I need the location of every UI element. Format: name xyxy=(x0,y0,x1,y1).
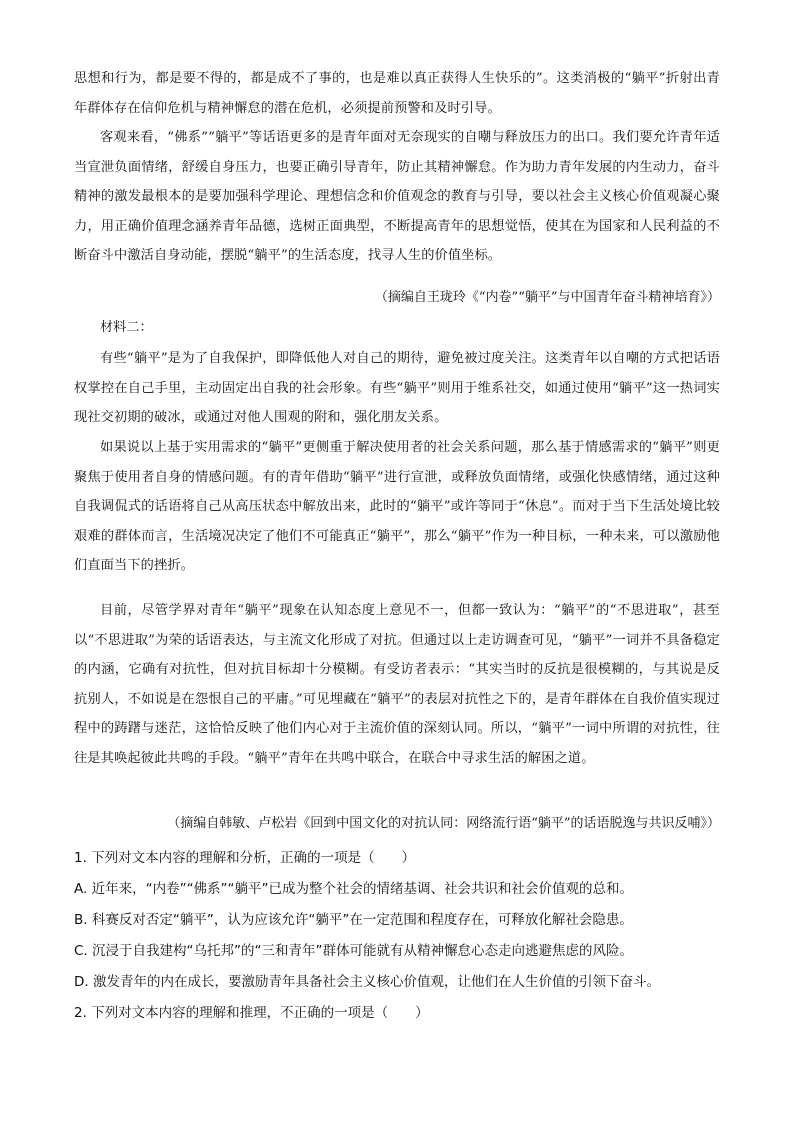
question-2: 2. 下列对文本内容的理解和推理，不正确的一项是（ ） xyxy=(74,1005,429,1021)
paragraph-academic-view: 目前，尽管学界对青年“躺平”现象在认知态度上意见不一，但都一致认为：“躺平”的“不思进取”，甚至以“不思进取”为荣的话语表达，与主流文化形成了对抗。但通过以上走访调查可见，“躺平”一词并不具备稳定的内涵，它确有对抗性，但对抗目标却十分模糊。有受访者表示：“其实当时的反抗是很模糊的，与其说是反抗别人，不如说是在怨恨自己的平庸。”可见埋藏在“躺平”的表层对抗性之下的，是青年群体在自我价值实现过程中的踌躇与迷茫，这恰恰反映了他们内心对于主流价值的深刻认同。所以，“躺平”一词中所谓的对抗性，往往是其唤起彼此共鸣的手段。“躺平”青年在共鸣中联合，在联合中寻求生活的解困之道。 xyxy=(74,603,720,766)
source-citation-1: （摘编自王珑玲《“内卷”“躺平”与中国青年奋斗精神培育》） xyxy=(374,290,720,305)
paragraph-self-protection: 有些“躺平”是为了自我保护，即降低他人对自己的期待，避免被过度关注。这类青年以自嘲的方式把话语权掌控在自己手里，主动固定出自我的社会形象。有些“躺平”则用于维系社交，如通过使用“躺平”这一热词实现社交初期的破冰，或通过对他人围观的附和，强化朋友关系。 xyxy=(74,351,720,425)
paragraph-emotional-needs: 如果说以上基于实用需求的“躺平”更侧重于解决使用者的社会关系问题，那么基于情感需求的“躺平”则更聚焦于使用者自身的情感问题。有的青年借助“躺平”进行宣泄，或释放负面情绪，或强化快感情绪，通过这种自我调侃式的话语将自己从高压状态中解放出来，此时的“躺平”或许等同于“休息”。而对于当下生活处境比较艰难的群体而言，生活境况决定了他们不可能真正“躺平”，那么“躺平”作为一种目标，一种未来，可以激励他们直面当下的挫折。 xyxy=(74,440,720,573)
material-2-label: 材料二： xyxy=(100,320,153,335)
question-1-option-b: B. 科赛反对否定“躺平”，认为应该允许“躺平”在一定范围和程度存在，可释放化解社会隐患。 xyxy=(74,912,633,928)
question-1-option-a: A. 近年来，“内卷”“佛系”“躺平”已成为整个社会的情绪基调、社会共识和社会价值观的总和。 xyxy=(74,881,634,897)
question-1: 1. 下列对文本内容的理解和分析，正确的一项是（ ） xyxy=(74,850,416,866)
paragraph-continued: 思想和行为，都是要不得的，都是成不了事的，也是难以真正获得人生快乐的”。这类消极的“躺平”折射出青年群体存在信仰危机与精神懈怠的潜在危机，必须提前预警和及时引导。 xyxy=(74,71,720,116)
question-1-option-c: C. 沉浸于自我建构“乌托邦”的“三和青年”群体可能就有从精神懈怠心态走向逃避焦虑的风险。 xyxy=(74,943,633,959)
paragraph-objective-view: 客观来看，“佛系”“躺平”等话语更多的是青年面对无奈现实的自嘲与释放压力的出口。我们要允许青年适当宣泄负面情绪，舒缓自身压力，也要正确引导青年，防止其精神懈怠。作为助力青年发展的内生动力，奋斗精神的激发最根本的是要加强科学理论、理想信念和价值观念的教育与引导，要以社会主义核心价值观凝心聚力，用正确价值理念涵养青年品德，选树正面典型，不断提高青年的思想觉悟，使其在为国家和人民利益的不断奋斗中激活自身动能，摆脱“躺平”的生活态度，找寻人生的价值坐标。 xyxy=(74,130,720,263)
source-citation-2: （摘编自韩敏、卢松岩《回到中国文化的对抗认同：网络流行语“躺平”的话语脱逸与共识反哺》） xyxy=(167,816,720,831)
question-1-option-d: D. 激发青年的内在成长，要激励青年具备社会主义核心价值观，让他们在人生价值的引领下奋斗。 xyxy=(74,974,660,990)
